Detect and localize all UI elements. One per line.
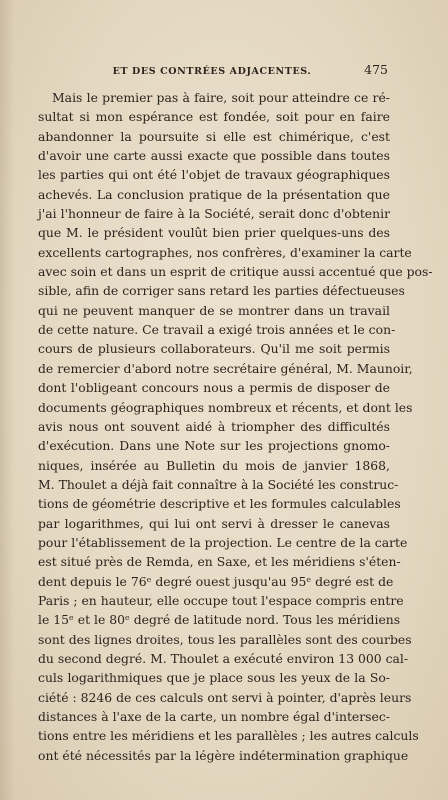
text-line: pour l'établissement de la projection. Le centre de la carte [38, 534, 408, 550]
text-line: abandonner la poursuite si elle est chimérique, c'est [38, 128, 390, 144]
text-line: dent depuis le 76ᵉ degré ouest jusqu'au 95ᵉ degré est de [38, 573, 394, 589]
text-line: d'avoir une carte aussi exacte que possible dans toutes [38, 148, 390, 164]
page-number: 475 [364, 62, 388, 77]
text-line: que M. le président voulût bien prier quelques-uns des [38, 225, 390, 241]
text-line: Mais le premier pas à faire, soit pour atteindre ce ré- [52, 90, 390, 105]
text-line: sont des lignes droites, tous les parallèles sont des courbes [38, 631, 412, 647]
text-line: d'exécution. Dans une Note sur les projections gnomo- [38, 438, 390, 454]
text-line: ciété : 8246 de ces calculs ont servi à pointer, d'après leurs [38, 689, 412, 705]
text-line: culs logarithmiques que je place sous les yeux de la So- [38, 670, 390, 686]
text-line: tions de géométrie descriptive et les formules calculables [38, 496, 401, 512]
text-line: documents géographiques nombreux et récents, et dont les [38, 399, 413, 415]
text-line: niques, insérée au Bulletin du mois de janvier 1868, [38, 457, 390, 473]
text-line: M. Thoulet a déjà fait connaître à la Société les construc- [38, 476, 399, 492]
text-line: cours de plusieurs collaborateurs. Qu'il me soit permis [38, 341, 390, 357]
text-line: par logarithmes, qui lui ont servi à dresser le canevas [38, 515, 390, 531]
text-line: sultat si mon espérance est fondée, soit pour en faire [38, 109, 390, 125]
text-line: j'ai l'honneur de faire à la Société, serait donc d'obtenir [38, 206, 390, 222]
text-line: le 15ᵉ et le 80ᵉ degré de latitude nord. Tous les méridiens [38, 612, 401, 628]
text-line: de remercier d'abord notre secrétaire général, M. Maunoir, [38, 360, 413, 376]
text-line: excellents cartographes, nos confrères, d'examiner la carte [38, 244, 412, 260]
text-line: est situé près de Remda, en Saxe, et les méridiens s'éten- [38, 554, 401, 570]
text-line: les parties qui ont été l'objet de travaux géographiques [38, 167, 390, 183]
text-line: distances à l'axe de la carte, un nombre égal d'intersec- [38, 709, 390, 724]
text-line: dont l'obligeant concours nous a permis de disposer de [38, 380, 390, 396]
text-line: ont été nécessités par la légère indétermination graphique [38, 747, 409, 763]
body-text [38, 88, 433, 765]
text-line: tions entre les méridiens et les parallèles ; les autres calculs [38, 728, 419, 744]
text-line: de cette nature. Ce travail a exigé trois années et le con- [38, 322, 396, 338]
text-line: avis nous ont souvent aidé à triompher des difficultés [38, 418, 390, 434]
running-title: ET DES CONTRÉES ADJACENTES. [112, 66, 312, 77]
text-line: du second degré. M. Thoulet a exécuté environ 13 000 cal- [38, 650, 409, 666]
running-head [0, 62, 448, 80]
text-line: sible, afin de corriger sans retard les parties défectueuses [38, 283, 405, 299]
text-line: achevés. La conclusion pratique de la présentation que [38, 186, 390, 202]
text-line: avec soin et dans un esprit de critique aussi accentué que pos- [38, 264, 433, 280]
text-line: qui ne peuvent manquer de se montrer dans un travail [38, 302, 390, 318]
text-line: Paris ; en hauteur, elle occupe tout l'espace compris entre [38, 592, 404, 608]
